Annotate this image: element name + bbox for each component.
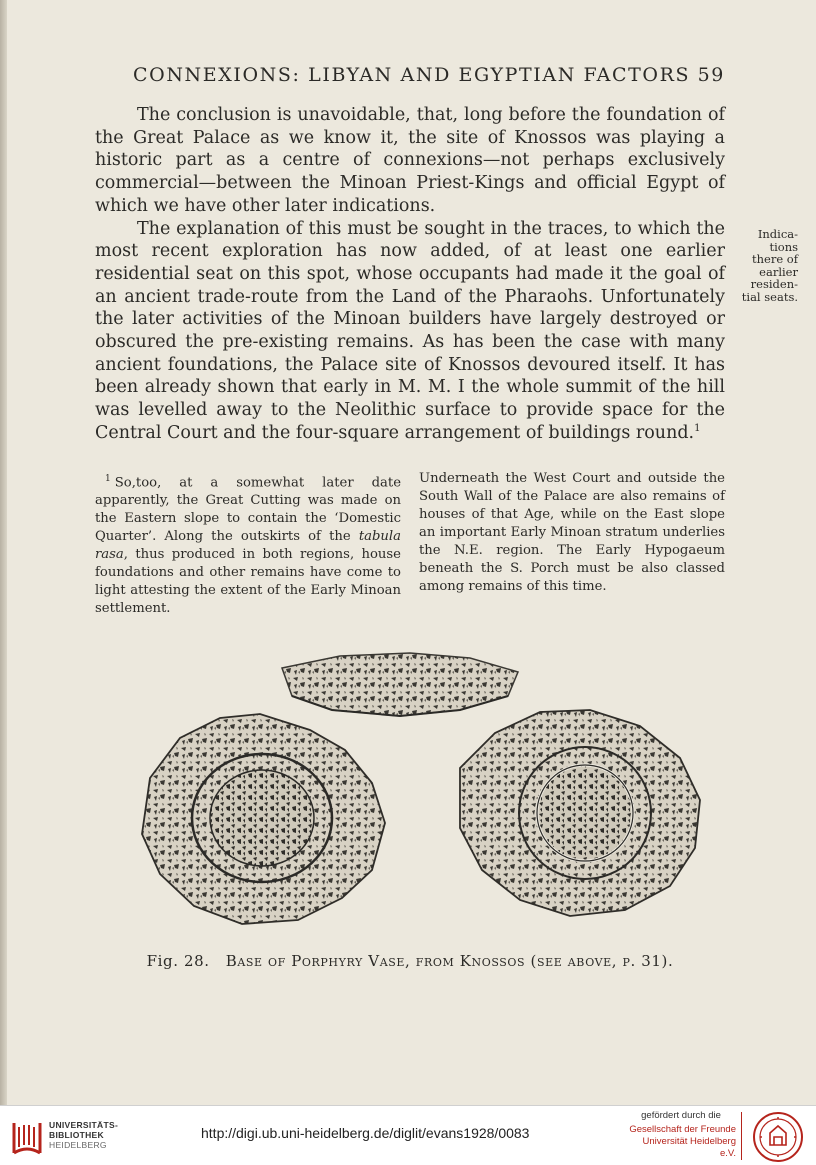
book-spine-edge: [0, 0, 7, 1105]
sponsor-name-line: Universität Heidelberg e.V.: [642, 1136, 736, 1159]
paragraph: The conclusion is unavoidable, that, long before the foundation of the Great Palace as we know it, the site of Knossos was playing a historic part as a centre of connexions—not perhaps exclusively commercial—between the Minoan Priest-Kings and official Egypt of which we have other later indications.: [95, 105, 725, 216]
library-name-line: BIBLIOTHEK: [49, 1130, 104, 1140]
sponsor-name-line: Gesellschaft der Freunde: [629, 1124, 736, 1135]
university-library-logo-icon[interactable]: [10, 1119, 44, 1157]
vase-base-right-view: [460, 710, 700, 916]
marginal-note-line: residen-: [750, 277, 798, 291]
marginal-note-line: tial seats.: [741, 289, 798, 304]
figure-caption-text: Base of Porphyry Vase, from Knossos (see above, p. 31).: [225, 952, 674, 970]
footnote-reference[interactable]: 1: [694, 423, 701, 435]
library-name-line: HEIDELBERG: [49, 1140, 107, 1150]
footnote-text: , thus produced in both regions, house foundations and other remains have come to light attesting the extent of the Early Minoan settlement.: [95, 547, 401, 617]
page-number: 59: [697, 64, 725, 86]
library-name[interactable]: [49, 1120, 118, 1150]
running-head: [95, 64, 725, 86]
paragraph-text: The explanation of this must be sought in the traces, to which the most recent exploration has now added, of at least one earlier residential seat on this spot, whose occupants had made it the goal of an ancient trade-route from the Land of the Pharaohs. Unfortunately the later activities of the Minoan builders have largely destroyed or obscured the pre-existing remains. As has been the case with many ancient foundations, the Palace site of Knossos devoured itself. It has been already shown that early in M. M. I the whole summit of the hill was levelled away to the Neolithic surface to provide space for the Central Court and the four-square arrangement of buildings round.: [95, 218, 725, 443]
footnote-right-column: Underneath the West Court and outside the South Wall of the Palace are also remains of houses of that Age, while on the East slope an important Early Minoan stratum underlies the N.E. region. The Early Hypogaeum beneath the S. Porch must be also classed among remains of this time.: [419, 471, 725, 594]
main-text: [95, 104, 725, 445]
sponsor-label: gefördert durch die: [641, 1110, 721, 1121]
marginal-note: [732, 228, 798, 303]
vase-base-left-view: [142, 714, 385, 924]
marginal-note-line: earlier: [759, 264, 798, 279]
marginal-note-line: Indica-: [757, 227, 798, 241]
sponsor-divider: [741, 1112, 742, 1160]
library-name-line: UNIVERSITÄTS-: [49, 1120, 119, 1130]
figure-label: Fig. 28.: [146, 952, 210, 970]
chapter-title: CONNEXIONS: LIBYAN AND EGYPTIAN FACTORS: [133, 64, 691, 86]
footnote: [95, 470, 725, 618]
footnote-text: So,too, at a somewhat later date apparently, the Great Cutting was made on the Eastern slope to contain the ‘Domestic Quarter’. Along the outskirts of the: [95, 475, 401, 545]
vase-profile-view: [282, 653, 518, 716]
marginal-note-line: tions: [769, 239, 798, 254]
vase-base-engraving: [110, 648, 710, 943]
footnote-number: 1: [105, 474, 111, 484]
footnote-left-column: [95, 470, 401, 618]
figure-caption: [95, 952, 725, 970]
paragraph: [95, 218, 725, 445]
digitization-footer: [0, 1105, 816, 1165]
marginal-note-line: there of: [752, 252, 798, 266]
footnote-italic: tabula rasa: [95, 529, 401, 563]
university-seal-icon[interactable]: [752, 1111, 804, 1163]
permalink-url[interactable]: http://digi.ub.uni-heidelberg.de/diglit/evans1928/0083: [201, 1125, 530, 1141]
figure-illustration: [110, 648, 710, 943]
sponsor-name[interactable]: [626, 1124, 736, 1160]
